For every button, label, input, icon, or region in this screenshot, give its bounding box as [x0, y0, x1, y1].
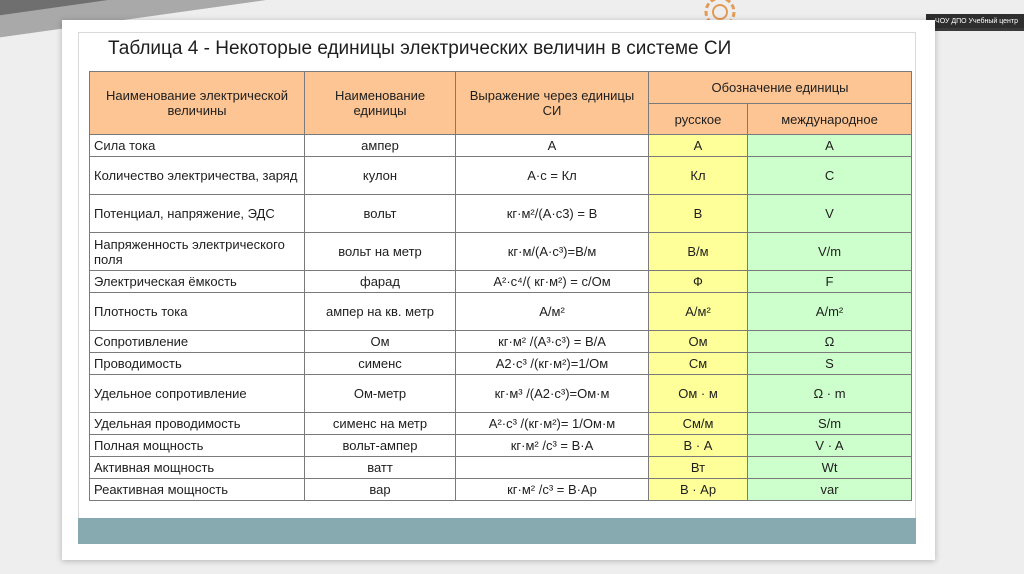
cell-quantity: Сила тока: [90, 135, 305, 157]
cell-quantity: Напряженность электрического поля: [90, 233, 305, 271]
cell-expression: кг·м² /(А³·с³) = В/А: [456, 331, 649, 353]
cell-russian: См/м: [649, 413, 748, 435]
cell-russian: А: [649, 135, 748, 157]
header-designation: Обозначение единицы: [649, 72, 912, 104]
cell-expression: [456, 457, 649, 479]
cell-international: V · A: [748, 435, 912, 457]
cell-russian: А/м²: [649, 293, 748, 331]
cell-expression: кг·м²/(А·с3) = В: [456, 195, 649, 233]
cell-expression: А²·с³ /(кг·м²)= 1/Ом·м: [456, 413, 649, 435]
table-row: [90, 457, 912, 479]
table-row: [90, 353, 912, 375]
cell-russian: Ом: [649, 331, 748, 353]
cell-unit-name: вольт: [305, 195, 456, 233]
cell-quantity: Реактивная мощность: [90, 479, 305, 501]
cell-international: A/m²: [748, 293, 912, 331]
cell-quantity: Удельное сопротивление: [90, 375, 305, 413]
cell-unit-name: ватт: [305, 457, 456, 479]
cell-quantity: Потенциал, напряжение, ЭДС: [90, 195, 305, 233]
cell-unit-name: фарад: [305, 271, 456, 293]
cell-unit-name: сименс на метр: [305, 413, 456, 435]
cell-international: V: [748, 195, 912, 233]
table-row: [90, 195, 912, 233]
cell-international: A: [748, 135, 912, 157]
cell-international: V/m: [748, 233, 912, 271]
cell-unit-name: вар: [305, 479, 456, 501]
cell-russian: В: [649, 195, 748, 233]
table-row: [90, 331, 912, 353]
table-row: [90, 375, 912, 413]
table-row: [90, 233, 912, 271]
cell-unit-name: Ом: [305, 331, 456, 353]
cell-quantity: Количество электричества, заряд: [90, 157, 305, 195]
cell-unit-name: вольт-ампер: [305, 435, 456, 457]
header-expression: Выражение через единицы СИ: [456, 72, 649, 135]
frame-bottom-strip: [78, 518, 916, 544]
cell-russian: Вт: [649, 457, 748, 479]
cell-expression: кг·м³ /(А2·с³)=Ом·м: [456, 375, 649, 413]
table-row: [90, 157, 912, 195]
cell-expression: кг·м² /с³ = В·Ар: [456, 479, 649, 501]
cell-russian: См: [649, 353, 748, 375]
cell-quantity: Активная мощность: [90, 457, 305, 479]
cell-unit-name: сименс: [305, 353, 456, 375]
cell-international: Ω: [748, 331, 912, 353]
cell-expression: А/м²: [456, 293, 649, 331]
cell-unit-name: ампер на кв. метр: [305, 293, 456, 331]
cell-unit-name: ампер: [305, 135, 456, 157]
cell-russian: В · Ар: [649, 479, 748, 501]
cell-russian: В · А: [649, 435, 748, 457]
cell-russian: Ф: [649, 271, 748, 293]
cell-expression: кг·м/(А·с³)=В/м: [456, 233, 649, 271]
cell-quantity: Электрическая ёмкость: [90, 271, 305, 293]
cell-unit-name: вольт на метр: [305, 233, 456, 271]
table-row: [90, 479, 912, 501]
cell-international: Ω · m: [748, 375, 912, 413]
cell-russian: Ом · м: [649, 375, 748, 413]
table-row: [90, 135, 912, 157]
cell-russian: Кл: [649, 157, 748, 195]
cell-expression: А²·с⁴/( кг·м²) = с/Ом: [456, 271, 649, 293]
cell-quantity: Проводимость: [90, 353, 305, 375]
cell-international: C: [748, 157, 912, 195]
header-international: международное: [748, 104, 912, 135]
cell-unit-name: кулон: [305, 157, 456, 195]
cell-expression: кг·м² /с³ = В·А: [456, 435, 649, 457]
cell-international: F: [748, 271, 912, 293]
cell-expression: А: [456, 135, 649, 157]
cell-quantity: Плотность тока: [90, 293, 305, 331]
cell-expression: А·с = Кл: [456, 157, 649, 195]
cell-quantity: Удельная проводимость: [90, 413, 305, 435]
org-label: ЧОУ ДПО Учебный центр: [926, 14, 1024, 30]
cell-international: S/m: [748, 413, 912, 435]
cell-international: S: [748, 353, 912, 375]
cell-international: var: [748, 479, 912, 501]
table-row: [90, 435, 912, 457]
cell-quantity: Сопротивление: [90, 331, 305, 353]
cell-russian: В/м: [649, 233, 748, 271]
header-quantity: Наименование электрической величины: [90, 72, 305, 135]
header-unit-name: Наименование единицы: [305, 72, 456, 135]
cell-unit-name: Ом-метр: [305, 375, 456, 413]
header-russian: русское: [649, 104, 748, 135]
cell-international: Wt: [748, 457, 912, 479]
table-row: [90, 293, 912, 331]
si-units-table: [89, 71, 912, 501]
table-row: [90, 271, 912, 293]
cell-quantity: Полная мощность: [90, 435, 305, 457]
cell-expression: А2·с³ /(кг·м²)=1/Ом: [456, 353, 649, 375]
table-title: Таблица 4 - Некоторые единицы электрических величин в системе СИ: [108, 38, 732, 59]
table-row: [90, 413, 912, 435]
